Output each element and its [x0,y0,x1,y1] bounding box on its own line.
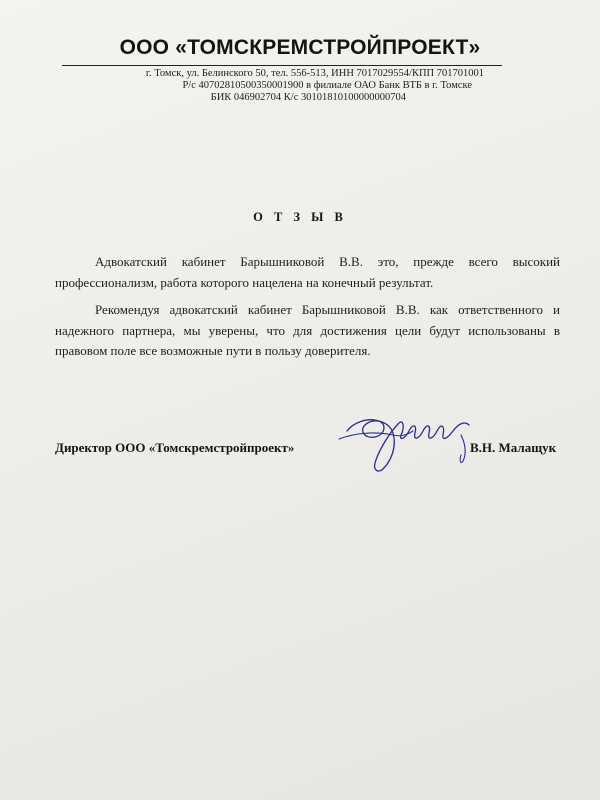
signer-position: Директор ООО «Томскремстройпроект» [55,440,295,455]
document-title: О Т З Ы В [253,210,347,224]
company-name: ООО «ТОМСКРЕМСТРОЙПРОЕКТ» [119,36,481,59]
company-bank-account: Р/с 40702810500350001900 в филиале ОАО Банк ВТБ в г. Томске [182,80,472,91]
body-paragraph: Рекомендуя адвокатский кабинет Барышниковой В.В. как ответственного и надежного партнера, мы уверены, что для достижения цели будут использованы в правовом поле все возможные пути в пользу доверителя. [55,302,560,358]
signer-name: В.Н. Малащук [470,440,557,455]
document-body [55,252,560,369]
company-address: г. Томск, ул. Белинского 50, тел. 556-513, ИНН 7017029554/КПП 701701001 [145,68,484,79]
letterhead-divider [62,65,502,66]
handwritten-signature-icon [335,395,485,480]
company-bik: БИК 046902704 К/с 30101810100000000704 [210,92,406,103]
body-paragraph: Адвокатский кабинет Барышниковой В.В. это, прежде всего высокий профессионализм, работа которого нацелена на конечный результат. [55,254,560,290]
